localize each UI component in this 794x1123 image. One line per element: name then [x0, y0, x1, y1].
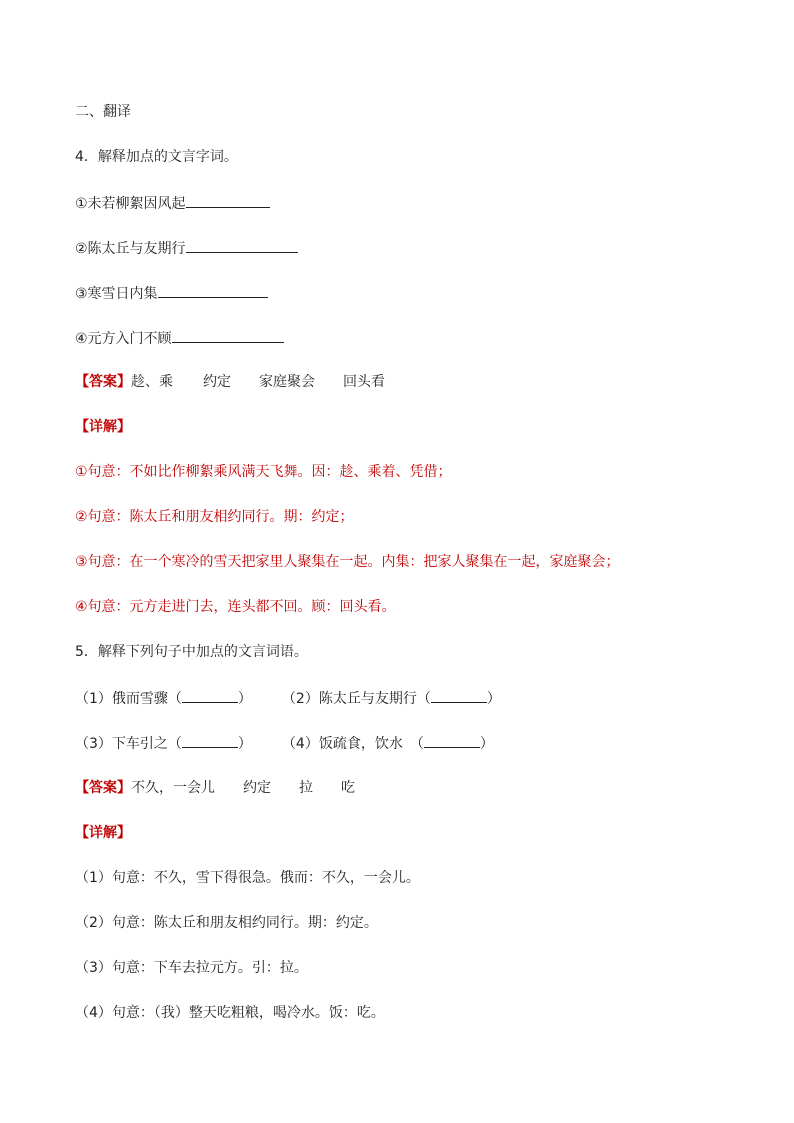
- answer-blank[interactable]: [186, 193, 270, 208]
- item-text: ）: [237, 736, 252, 752]
- answer-blank[interactable]: [431, 688, 487, 703]
- question-5-detail-4: （4）句意：（我）整天吃粗粮，喝冷水。饭：吃。: [75, 1005, 385, 1021]
- answer-blank[interactable]: [158, 283, 268, 298]
- answer-value: 拉: [299, 780, 313, 796]
- question-5-answer: [75, 779, 355, 797]
- item-text: ③寒雪日内集: [75, 286, 158, 302]
- answer-value: 约定: [243, 780, 271, 796]
- answer-value: 家庭聚会: [259, 374, 315, 390]
- question-5-detail-1: （1）句意：不久，雪下得很急。俄而：不久，一会儿。: [75, 870, 420, 886]
- question-4-detail-tag: [75, 418, 131, 436]
- answer-value: 不久，一会儿: [131, 780, 215, 796]
- question-5-detail-2: （2）句意：陈太丘和朋友相约同行。期：约定。: [75, 915, 378, 931]
- question-5-row-2: [75, 733, 494, 753]
- item-text: ）: [237, 691, 252, 707]
- question-5-row-1: [75, 688, 501, 708]
- item-text: （4）饭疏食，饮水 （: [281, 736, 424, 752]
- question-4-item-1: [75, 193, 270, 213]
- answer-blank[interactable]: [424, 733, 480, 748]
- question-4-detail-3: ③句意：在一个寒冷的雪天把家里人聚集在一起。内集：把家人聚集在一起，家庭聚会；: [75, 554, 620, 570]
- question-5-prompt: 5．解释下列句子中加点的文言词语。: [75, 644, 308, 660]
- answer-tag: 【答案】: [75, 374, 131, 390]
- answer-blank[interactable]: [186, 238, 298, 253]
- detail-tag: 【详解】: [75, 825, 131, 841]
- answer-value: 约定: [203, 374, 231, 390]
- item-text: ）: [479, 736, 494, 752]
- answer-blank[interactable]: [182, 688, 238, 703]
- item-text: ②陈太丘与友期行: [75, 241, 186, 257]
- item-text: （1）俄而雪骤（: [75, 691, 182, 707]
- item-text: ）: [486, 691, 501, 707]
- section-title: 二、翻译: [75, 104, 131, 120]
- question-4-item-4: [75, 328, 284, 348]
- question-5-detail-3: （3）句意：下车去拉元方。引：拉。: [75, 960, 308, 976]
- item-text: ①未若柳絮因风起: [75, 196, 186, 212]
- question-4-answer: [75, 373, 385, 391]
- question-4-prompt: 4．解释加点的文言字词。: [75, 149, 238, 165]
- question-4-detail-1: ①句意：不如比作柳絮乘风满天飞舞。因：趁、乘着、凭借；: [75, 464, 452, 480]
- detail-tag: 【详解】: [75, 419, 131, 435]
- question-5-detail-tag: [75, 824, 131, 842]
- question-4-item-2: [75, 238, 298, 258]
- question-4-item-3: [75, 283, 268, 303]
- answer-blank[interactable]: [172, 328, 284, 343]
- item-text: （2）陈太丘与友期行（: [281, 691, 431, 707]
- answer-tag: 【答案】: [75, 780, 131, 796]
- question-4-detail-4: ④句意：元方走进门去，连头都不回。顾：回头看。: [75, 599, 396, 615]
- answer-blank[interactable]: [182, 733, 238, 748]
- answer-value: 吃: [341, 780, 355, 796]
- item-text: （3）下车引之（: [75, 736, 182, 752]
- question-4-detail-2: ②句意：陈太丘和朋友相约同行。期：约定；: [75, 509, 354, 525]
- item-text: ④元方入门不顾: [75, 331, 172, 347]
- answer-value: 趁、乘: [131, 374, 173, 390]
- answer-value: 回头看: [343, 374, 385, 390]
